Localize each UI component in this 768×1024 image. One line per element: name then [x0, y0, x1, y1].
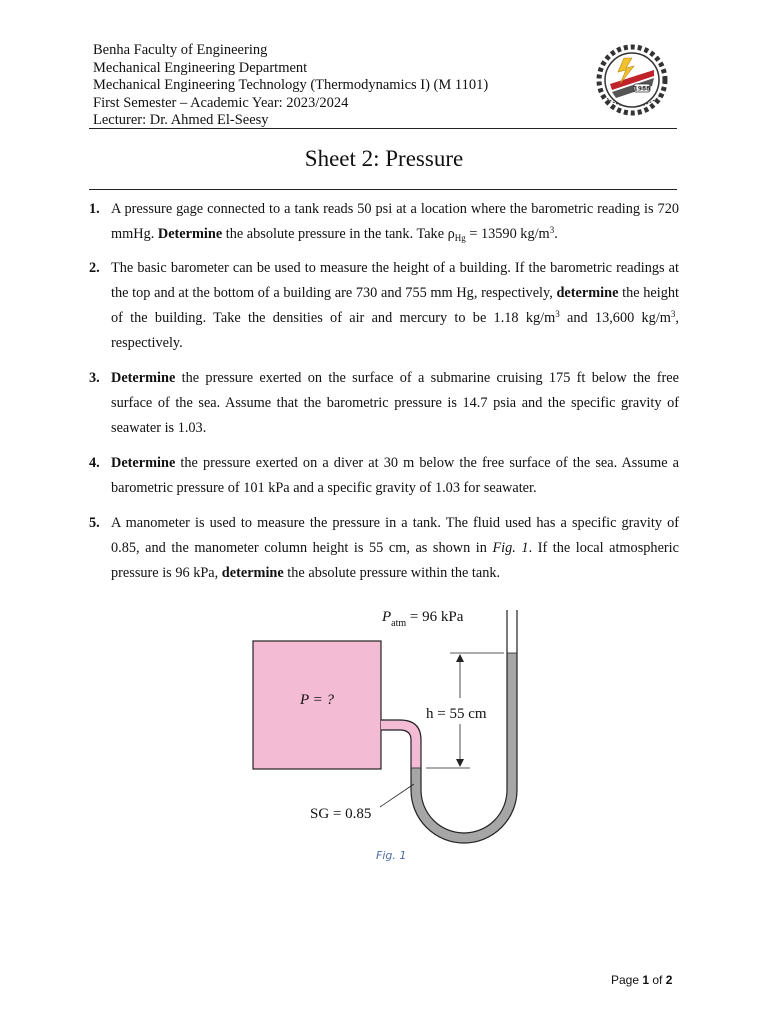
height-label: h = 55 cm — [426, 706, 487, 722]
question-number: 1. — [89, 201, 100, 217]
question-2 — [89, 256, 679, 356]
question-text: = 13590 kg/m — [465, 226, 550, 242]
question-3 — [89, 366, 679, 441]
header-rule — [89, 128, 677, 129]
page-number — [611, 973, 672, 987]
department-name: Mechanical Engineering Department — [93, 59, 308, 76]
manometer-figure — [240, 600, 540, 870]
figure-reference: Fig. 1 — [492, 540, 529, 556]
question-text: . — [554, 226, 558, 242]
title-rule — [89, 189, 677, 190]
superscript: 3 — [549, 225, 555, 235]
svg-text:Patm = 96 kPa — [381, 609, 464, 629]
page-of: of — [649, 973, 666, 987]
question-5 — [89, 511, 679, 586]
question-text: the absolute pressure in the tank. Take ρ — [222, 226, 455, 242]
figure-caption: Fig. 1 — [376, 849, 407, 862]
logo-year: 1988 — [633, 85, 651, 93]
question-text: . If the local atmospheric pressure is 96 kPa, — [111, 540, 679, 581]
page-title: Sheet 2: Pressure — [304, 146, 464, 171]
sg-leader — [380, 784, 414, 807]
total-pages: 2 — [665, 973, 673, 987]
question-keyword: Determine — [111, 455, 176, 471]
question-number: 5. — [89, 515, 100, 531]
page-prefix: Page — [611, 973, 643, 987]
superscript: 3 — [555, 309, 560, 319]
question-text: The basic barometer can be used to measure the height of a building. If the barometric readings at the top and at the bottom of a building are 730 and 755 mm Hg, respectively, — [111, 260, 679, 301]
current-page: 1 — [642, 973, 650, 987]
semester-info: First Semester – Academic Year: 2023/2024 — [93, 94, 349, 111]
faculty-name: Benha Faculty of Engineering — [93, 42, 268, 58]
u-tube — [411, 610, 517, 843]
connector-pipe — [381, 720, 421, 768]
question-text: the pressure exerted on a diver at 30 m below the free surface of the sea. Assume a barometric pressure of 101 kPa and a specific gravity of 1.03 for seawater. — [111, 455, 679, 496]
question-number: 3. — [89, 370, 100, 386]
question-text: A pressure gage connected to a tank reads 50 psi at a location where the barometric reading is 720 mmHg. — [111, 201, 679, 242]
tank-pressure-label: P = ? — [300, 692, 335, 708]
subscript: Hg — [454, 233, 466, 243]
question-text: the absolute pressure within the tank. — [283, 565, 501, 581]
question-keyword: Determine — [111, 370, 176, 386]
question-text: the pressure exerted on the surface of a submarine cruising 175 ft below the free surface of the sea. Assume that the barometric pressure is 14.7 psia and the specific gravity of seawater is 1.03. — [111, 370, 679, 436]
question-keyword: Determine — [157, 226, 223, 242]
question-4 — [89, 451, 679, 501]
question-number: 2. — [89, 260, 100, 276]
question-text: and 13,600 kg/m — [559, 310, 671, 326]
faculty-logo — [590, 40, 674, 120]
course-name: Mechanical Engineering Technology (Thermodynamics I) (M 1101) — [93, 77, 489, 94]
question-keyword: determine — [556, 285, 619, 301]
question-number: 4. — [89, 455, 100, 471]
manometer-fluid — [411, 653, 517, 843]
superscript: 3 — [670, 309, 676, 319]
lecturer-name: Lecturer: Dr. Ahmed El-Seesy — [93, 112, 269, 129]
question-text: , respectively. — [111, 310, 679, 351]
question-text: the height of the building. Take the densities of air and mercury to be 1.18 kg/m — [111, 285, 679, 326]
sg-label: SG = 0.85 — [310, 806, 372, 822]
patm-symbol: P — [382, 609, 392, 625]
question-text: A manometer is used to measure the pressure in a tank. The fluid used has a specific gravity of 0.85, and the manometer column height is 55 cm, as shown in — [111, 515, 679, 556]
patm-value: = 96 kPa — [406, 609, 464, 625]
question-keyword: determine — [221, 565, 284, 581]
question-1 — [89, 197, 679, 247]
patm-subscript: atm — [391, 618, 407, 629]
header-block — [93, 42, 488, 130]
